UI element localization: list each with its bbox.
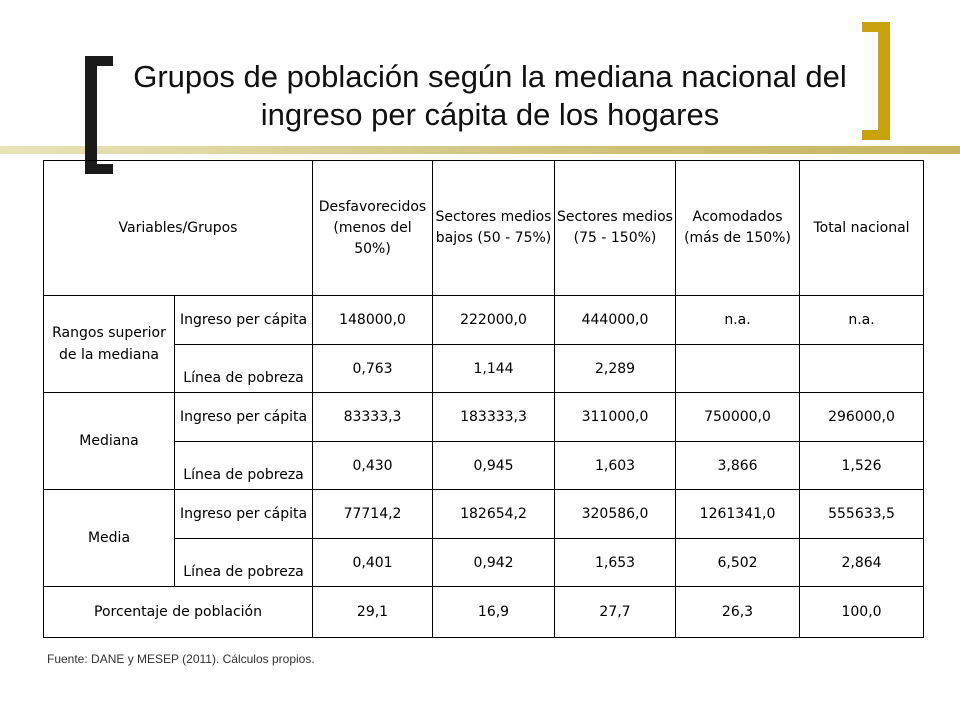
header-col-4: Acomodados (más de 150%) [676,161,800,296]
table-cell: 0,763 [313,344,433,393]
table-row [44,393,924,442]
header-col-2: Sectores medios bajos (50 - 75%) [433,161,555,296]
group-label: Rangos superior de la mediana [44,296,175,393]
header-variables: Variables/Grupos [44,161,313,296]
row-sub-label: Ingreso per cápita [175,296,313,345]
table-cell: 555633,5 [800,490,924,539]
table-cell: 2,289 [555,344,676,393]
table-cell: 1,144 [433,344,555,393]
table-row [44,296,924,345]
population-label: Porcentaje de población [44,587,313,638]
table-cell: 222000,0 [433,296,555,345]
header-row [44,161,924,296]
table-cell: n.a. [800,296,924,345]
table-cell: 100,0 [800,587,924,638]
table-row-population [44,587,924,638]
table-cell: 750000,0 [676,393,800,442]
table-cell: 1,603 [555,441,676,490]
table-cell: 77714,2 [313,490,433,539]
table-row [44,490,924,539]
row-sub-label: Línea de pobreza [175,538,313,587]
source-note: Fuente: DANE y MESEP (2011). Cálculos propios. [47,652,315,666]
page-title: Grupos de población según la mediana nacional del ingreso per cápita de los hogares [133,59,847,132]
right-bracket-top [862,22,890,32]
population-groups-table [43,160,924,638]
table-cell: 0,945 [433,441,555,490]
header-col-5: Total nacional [800,161,924,296]
table-cell: 1,653 [555,538,676,587]
table-row [44,344,924,393]
table-cell: 83333,3 [313,393,433,442]
group-label: Mediana [44,393,175,490]
table-cell: 26,3 [676,587,800,638]
table-cell: 6,502 [676,538,800,587]
table-cell: 0,942 [433,538,555,587]
table-cell: 296000,0 [800,393,924,442]
table-cell: 0,430 [313,441,433,490]
row-sub-label: Línea de pobreza [175,441,313,490]
title-underline [0,146,960,154]
left-bracket-top [85,56,113,66]
table-row [44,441,924,490]
table-cell: 183333,3 [433,393,555,442]
table-cell: 3,866 [676,441,800,490]
header-col-1: Desfavorecidos (menos del 50%) [313,161,433,296]
row-sub-label: Ingreso per cápita [175,393,313,442]
table-cell: 148000,0 [313,296,433,345]
row-sub-label: Ingreso per cápita [175,490,313,539]
table-cell [800,344,924,393]
group-label: Media [44,490,175,587]
table-cell: 311000,0 [555,393,676,442]
table-row [44,538,924,587]
table-cell: 182654,2 [433,490,555,539]
header-col-3: Sectores medios (75 - 150%) [555,161,676,296]
table-cell [676,344,800,393]
table-cell: 2,864 [800,538,924,587]
table-cell: 320586,0 [555,490,676,539]
table-cell: 0,401 [313,538,433,587]
table-cell: 27,7 [555,587,676,638]
table-cell: 444000,0 [555,296,676,345]
left-bracket [85,56,97,174]
table-cell: 1261341,0 [676,490,800,539]
right-bracket [878,22,890,140]
table-cell: n.a. [676,296,800,345]
table-cell: 1,526 [800,441,924,490]
table-cell: 16,9 [433,587,555,638]
row-sub-label: Línea de pobreza [175,344,313,393]
table-cell: 29,1 [313,587,433,638]
